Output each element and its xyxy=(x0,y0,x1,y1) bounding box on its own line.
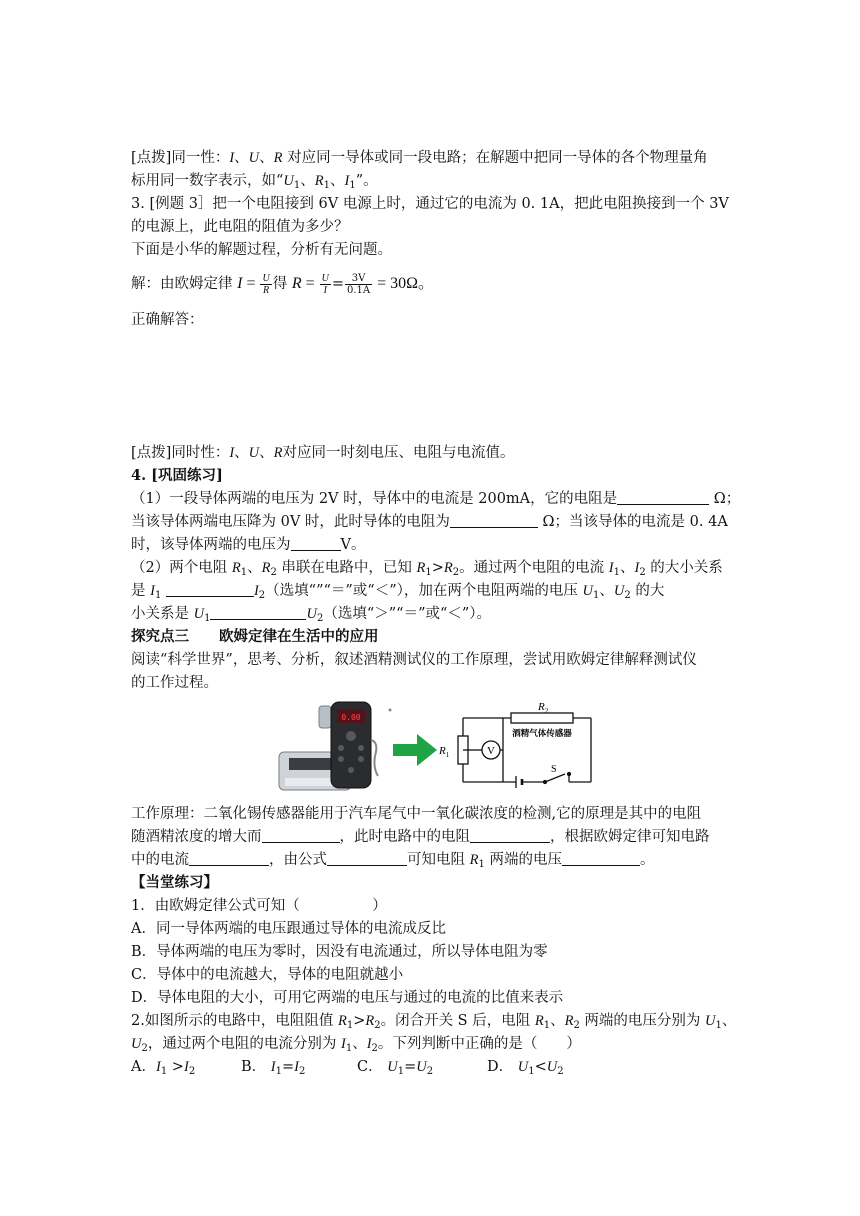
fraction-u-over-i: $\frac{U}{I}$ xyxy=(321,272,329,296)
practice-q2: （2）两个电阻 $R_1$、$R_2$ 串联在电路中，已知 $R_1>R_2$。通过两个电阻的电流 $I_1$、$I_2$ 的大小关系 xyxy=(131,560,723,578)
tip-simultaneity: [点拨]同时性：I、U、R对应同一时刻电压、电阻与电流值。 xyxy=(131,445,515,461)
example-3-question-cont: 的电源上，此电阻的阻值为多少？ xyxy=(131,219,349,235)
question-1: 1．由欧姆定律公式可知（ ） xyxy=(131,898,387,914)
practice-heading: 4. [巩固练习] xyxy=(131,467,223,484)
r1-label: $R_1$ xyxy=(439,745,450,759)
correct-answer-label: 正确解答： xyxy=(131,312,204,328)
question-2-option-b: B． $I_1=I_2$ xyxy=(241,1059,306,1077)
question-2-option-c: C． $U_1=U_2$ xyxy=(357,1059,434,1077)
question-1-option-d: D．导体电阻的大小，可用它两端的电压与通过的电流的比值来表示 xyxy=(131,990,564,1006)
question-2: 2.如图所示的电路中，电阻阻值 $R_1>R_2$。闭合开关 S 后，电阻 $R_1$、$R_2$ 两端的电压分别为 $U_1$、 xyxy=(131,1013,737,1031)
voltmeter-label: V xyxy=(487,745,495,757)
reading-prompt-cont: 的工作过程。 xyxy=(131,675,218,691)
practice-q1-cont2: 时，该导体两端的电压为 V。 xyxy=(131,537,366,553)
answer-blank[interactable] xyxy=(166,582,254,597)
breathalyzer-figure xyxy=(275,696,595,796)
working-principle-cont2: 中的电流 ，由公式 可知电阻 $R_1$ 两端的电压 。 xyxy=(131,852,655,870)
section-heading: 探究点三 欧姆定律在生活中的应用 xyxy=(131,628,379,645)
question-1-option-c: C．导体中的电流越大，导体的电阻就越小 xyxy=(131,967,404,983)
question-2-cont: $U_2$，通过两个电阻的电流分别为 $I_1$、$I_2$。下列判断中正确的是（ ） xyxy=(131,1036,581,1054)
answer-blank[interactable] xyxy=(470,828,550,843)
question-2-options xyxy=(131,1057,597,1077)
question-1-option-b: B．导体两端的电压为零时，因没有电流通过，所以导体电阻为零 xyxy=(131,944,548,960)
sensor-label: 酒精气体传感器 xyxy=(512,729,572,739)
answer-blank[interactable] xyxy=(291,536,341,551)
answer-blank[interactable] xyxy=(617,490,709,505)
in-class-practice-heading: 【当堂练习】 xyxy=(131,874,218,891)
tip-consistency-cont: 标用同一数字表示，如“$U_1$、$R_1$、$I_1$”。 xyxy=(131,173,378,191)
breathalyzer-device-image xyxy=(279,702,392,790)
switch-label: S xyxy=(551,764,557,775)
working-principle: 工作原理：二氧化锡传感器能用于汽车尾气中一氧化碳浓度的检测,它的原理是其中的电阻 xyxy=(131,806,702,822)
practice-q2-cont2: 小关系是 $U_1$ $U_2$（选填“＞”“＝”或“＜”）。 xyxy=(131,606,492,624)
answer-blank[interactable] xyxy=(262,828,340,843)
working-principle-cont: 随酒精浓度的增大而 ，此时电路中的电阻 ，根据欧姆定律可知电路 xyxy=(131,829,710,845)
example-3-prompt: 下面是小华的解题过程，分析有无问题。 xyxy=(131,242,392,258)
circuit-diagram xyxy=(458,713,591,788)
answer-blank[interactable] xyxy=(327,851,407,866)
practice-q1: （1）一段导体两端的电压为 2V 时，导体中的电流是 200mA，它的电阻是 Ω； xyxy=(131,491,741,507)
answer-blank[interactable] xyxy=(210,605,306,620)
answer-blank[interactable] xyxy=(562,851,640,866)
fraction-3v-over-01a: $\frac{3V}{0.1A}$ xyxy=(347,272,371,296)
r2-label: $R_2$ xyxy=(538,701,549,715)
question-2-option-d: D． $U_1<U_2$ xyxy=(487,1059,564,1077)
tip-consistency: [点拨]同一性：I、U、R 对应同一导体或同一段电路；在解题中把同一导体的各个物理量角 xyxy=(131,150,708,166)
question-1-option-a: A．同一导体两端的电压跟通过导体的电流成反比 xyxy=(131,921,446,937)
fraction-u-over-r: $\frac{U}{R}$ xyxy=(262,272,270,296)
example-3-question: 3. [例题 3］把一个电阻接到 6V 电源上时，通过它的电流为 0. 1A，把此电阻换接到一个 3V xyxy=(131,196,729,212)
example-3-solution: 解：由欧姆定律 I = $\frac{U}{R}$ 得 R = $\frac{U}{I}$ = $\frac{3V}{0.1A}$ = 30Ω。 xyxy=(131,272,435,296)
reading-prompt: 阅读“科学世界”，思考、分析，叙述酒精测试仪的工作原理，尝试用欧姆定律解释测试仪 xyxy=(131,652,697,668)
answer-blank[interactable] xyxy=(189,851,269,866)
device-display-text: 0.00 xyxy=(341,713,361,722)
green-arrow xyxy=(393,734,437,766)
practice-q1-cont: 当该导体两端电压降为 0V 时，此时导体的电阻为 Ω；当该导体的电流是 0. 4A xyxy=(131,514,728,530)
answer-blank[interactable] xyxy=(450,513,538,528)
practice-q2-cont: 是 $I_1$ $I_2$（选填“”“＝”或“＜”），加在两个电阻两端的电压 $U_1$、$U_2$ 的大 xyxy=(131,583,665,601)
question-2-option-a: A．$I_1 >I_2$ xyxy=(131,1059,196,1077)
